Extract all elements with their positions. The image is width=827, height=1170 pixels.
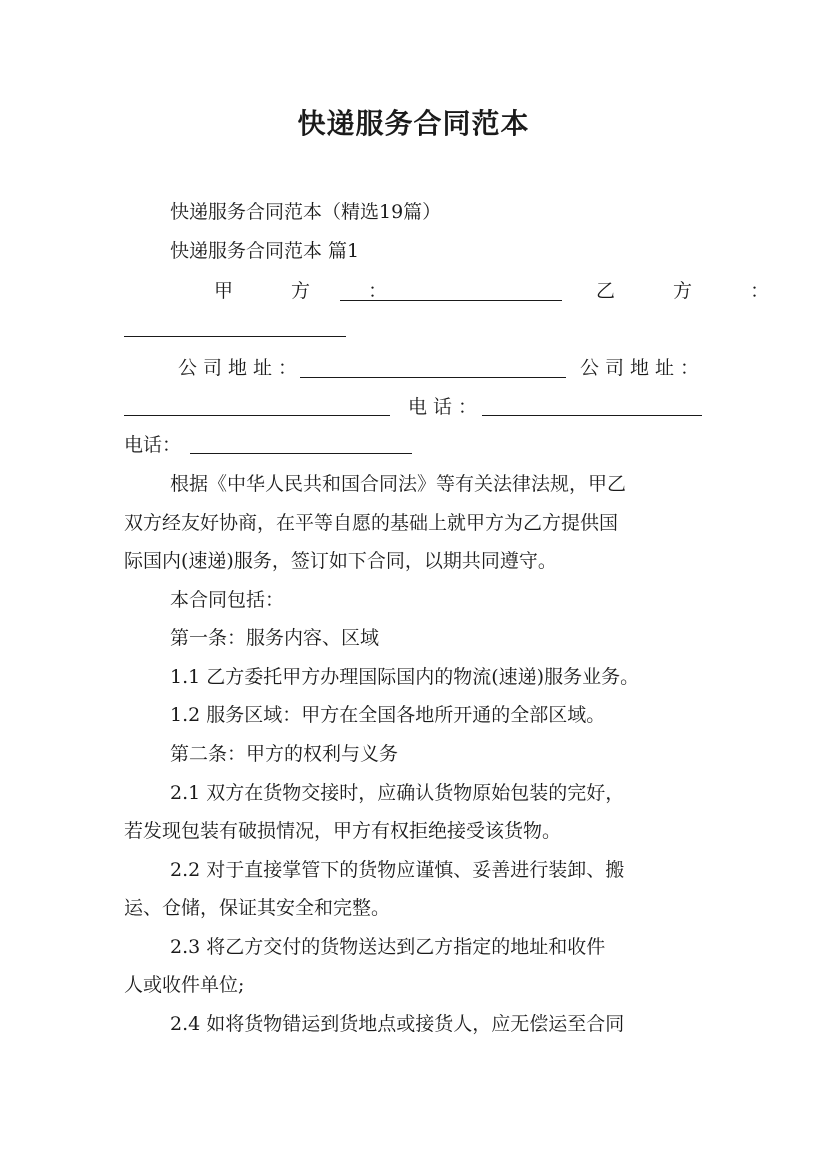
subtitle: 快递服务合同范本（精选19篇） xyxy=(170,201,442,223)
clause-2-3-line-1: 2.3 将乙方交付的货物送达到乙方指定的地址和收件 xyxy=(170,936,606,958)
article-1-heading: 第一条：服务内容、区域 xyxy=(170,627,380,649)
phone-b-blank xyxy=(482,395,702,416)
article-2-heading: 第二条：甲方的权利与义务 xyxy=(170,743,399,765)
address-a-blank xyxy=(300,357,566,378)
address-label-b: 公司地址： xyxy=(580,357,706,379)
paragraph-intro-line-3: 际国内(速递)服务，签订如下合同，以期共同遵守。 xyxy=(124,550,557,572)
clause-2-1-line-1: 2.1 双方在货物交接时，应确认货物原始包装的完好， xyxy=(170,782,625,804)
phone-label-b: 电话： xyxy=(408,396,484,418)
party-a-label: 甲 方 ： xyxy=(214,280,414,302)
clause-2-3-line-2: 人或收件单位; xyxy=(124,974,245,996)
address-label-a: 公司地址： xyxy=(178,357,304,379)
clause-2-1-line-2: 若发现包装有破损情况，甲方有权拒绝接受该货物。 xyxy=(124,820,562,842)
clause-2-4-line-1: 2.4 如将货物错运到货地点或接货人，应无偿运至合同 xyxy=(170,1013,625,1035)
party-b-label: 乙 方 ： xyxy=(596,280,796,302)
clause-2-2-line-2: 运、仓储，保证其安全和完整。 xyxy=(124,897,391,919)
paragraph-intro-line-1: 根据《中华人民共和国合同法》等有关法律法规，甲乙 xyxy=(170,473,627,495)
party-a-blank xyxy=(340,280,562,301)
section-heading: 快递服务合同范本 篇1 xyxy=(170,240,360,262)
document-title: 快递服务合同范本 xyxy=(297,107,530,140)
clause-1-1: 1.1 乙方委托甲方办理国际国内的物流(速递)服务业务。 xyxy=(170,666,640,688)
paragraph-intro-line-2: 双方经友好协商，在平等自愿的基础上就甲方为乙方提供国 xyxy=(124,512,619,534)
phone-a-blank xyxy=(190,433,412,454)
contract-includes: 本合同包括： xyxy=(170,589,285,611)
clause-2-2-line-1: 2.2 对于直接掌管下的货物应谨慎、妥善进行装卸、搬 xyxy=(170,859,625,881)
party-b-blank xyxy=(124,316,346,337)
clause-1-2: 1.2 服务区域：甲方在全国各地所开通的全部区域。 xyxy=(170,704,606,726)
phone-label-a: 电话： xyxy=(124,434,182,456)
address-b-blank xyxy=(124,395,390,416)
